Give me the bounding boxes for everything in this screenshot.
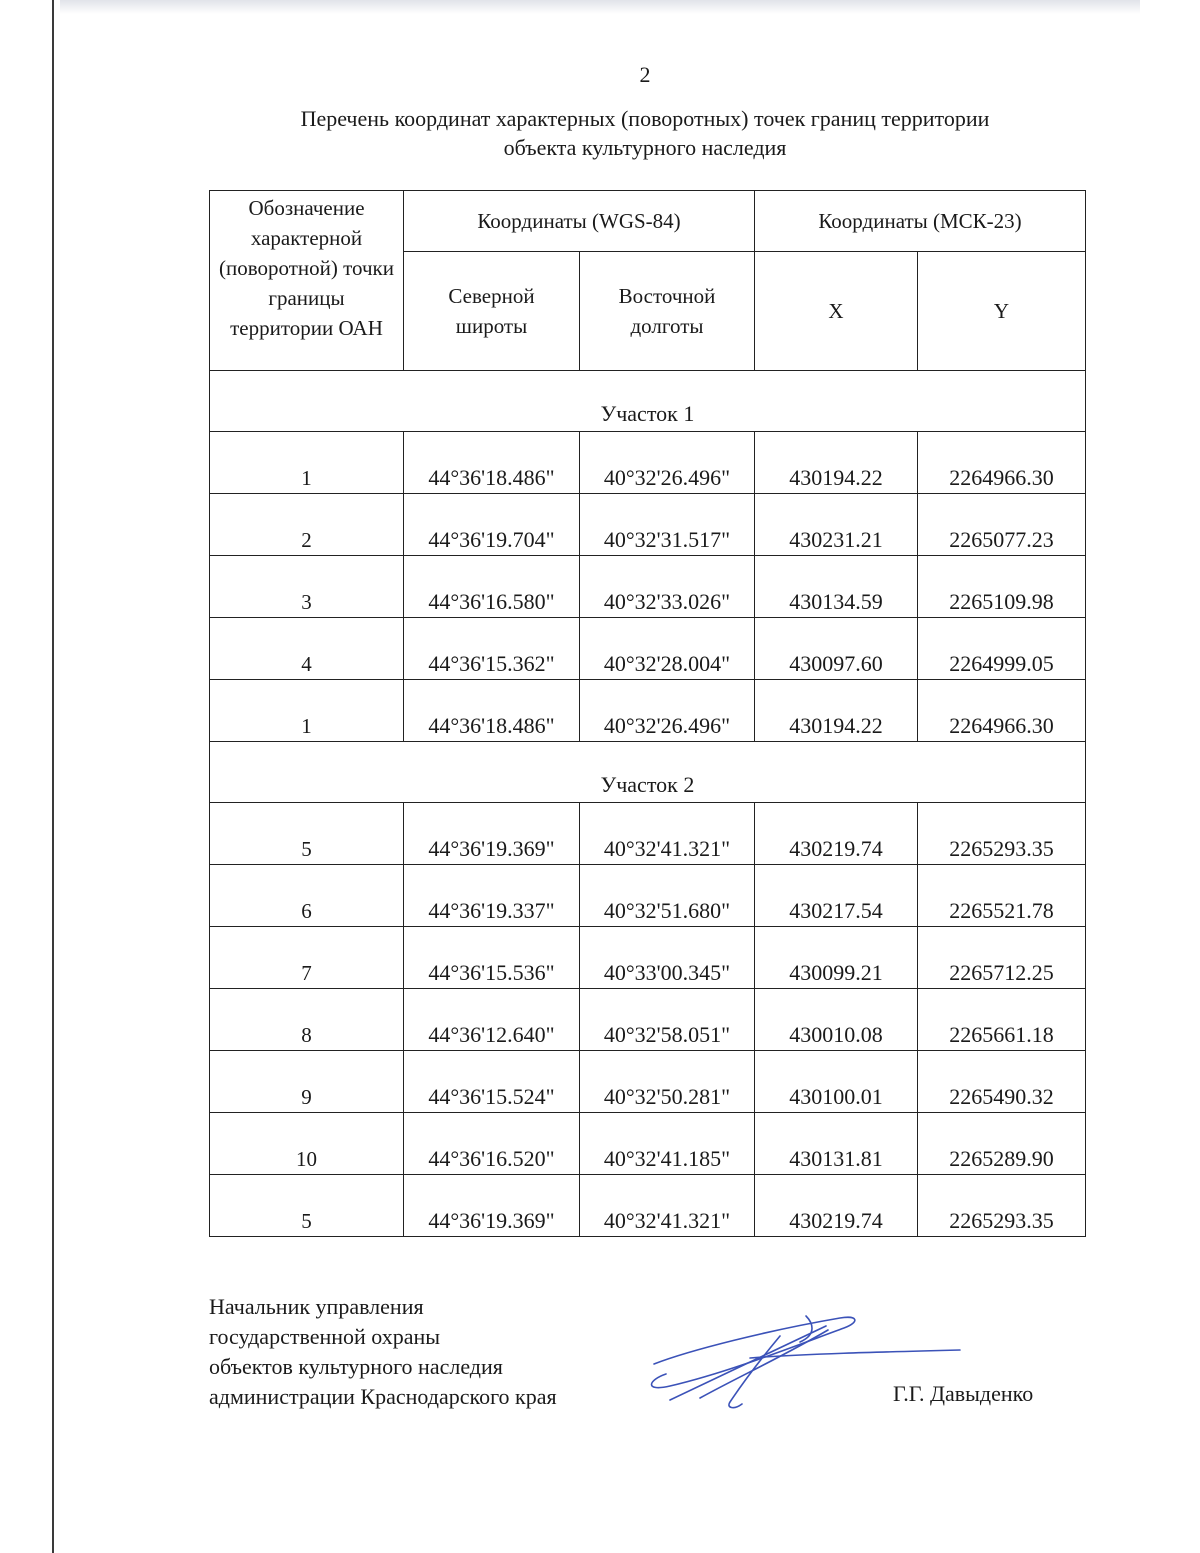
cell-east-longitude: 40°32'26.496" [580,432,755,494]
cell-y: 2265109.98 [918,556,1086,618]
cell-y: 2265521.78 [918,865,1086,927]
scan-left-edge [52,0,54,1553]
table-row [210,989,1086,1051]
table-row [210,556,1086,618]
coordinates-table [209,190,1086,1237]
cell-point-number: 1 [210,680,404,742]
cell-east-longitude: 40°32'28.004" [580,618,755,680]
cell-point-number: 5 [210,803,404,865]
signatory-position-line: администрации Краснодарского края [209,1384,557,1409]
cell-y: 2265289.90 [918,1113,1086,1175]
table-row [210,680,1086,742]
cell-x: 430194.22 [755,432,918,494]
cell-x: 430194.22 [755,680,918,742]
cell-y: 2264999.05 [918,618,1086,680]
cell-x: 430131.81 [755,1113,918,1175]
cell-east-longitude: 40°32'26.496" [580,680,755,742]
cell-point-number: 4 [210,618,404,680]
cell-point-number: 2 [210,494,404,556]
cell-east-longitude: 40°32'41.321" [580,803,755,865]
cell-point-number: 3 [210,556,404,618]
cell-x: 430219.74 [755,803,918,865]
section-row [210,371,1086,432]
cell-east-longitude: 40°32'33.026" [580,556,755,618]
signatory-position-line: государственной охраны [209,1324,441,1349]
document-title [200,104,1090,162]
cell-y: 2265293.35 [918,803,1086,865]
cell-y: 2264966.30 [918,680,1086,742]
cell-point-number: 8 [210,989,404,1051]
table-row [210,1175,1086,1237]
cell-y: 2265661.18 [918,989,1086,1051]
cell-east-longitude: 40°32'51.680" [580,865,755,927]
cell-x: 430097.60 [755,618,918,680]
table-row [210,432,1086,494]
cell-y: 2265077.23 [918,494,1086,556]
cell-east-longitude: 40°32'41.321" [580,1175,755,1237]
cell-north-latitude: 44°36'15.362" [404,618,580,680]
table-row [210,494,1086,556]
table-body [210,371,1086,1237]
cell-east-longitude: 40°32'50.281" [580,1051,755,1113]
cell-north-latitude: 44°36'19.704" [404,494,580,556]
cell-north-latitude: 44°36'16.580" [404,556,580,618]
header-y: Y [918,252,1086,371]
cell-point-number: 1 [210,432,404,494]
cell-north-latitude: 44°36'12.640" [404,989,580,1051]
header-point-designation: Обозначение характерной (поворотной) точки границы территории ОАН [210,191,404,371]
cell-north-latitude: 44°36'15.536" [404,927,580,989]
cell-north-latitude: 44°36'15.524" [404,1051,580,1113]
cell-x: 430231.21 [755,494,918,556]
cell-point-number: 6 [210,865,404,927]
signatory-name: Г.Г. Давыденко [893,1381,1034,1406]
document-title-line-1: Перечень координат характерных (поворотных) точек границ территории [300,106,990,131]
section-title: Участок 2 [210,742,1086,803]
cell-x: 430134.59 [755,556,918,618]
table-row [210,1113,1086,1175]
cell-east-longitude: 40°32'31.517" [580,494,755,556]
cell-north-latitude: 44°36'18.486" [404,432,580,494]
section-title: Участок 1 [210,371,1086,432]
page-number: 2 [639,62,651,87]
signatory-position-line: объектов культурного наследия [209,1354,503,1379]
signatory-position-line: Начальник управления [209,1294,424,1319]
cell-north-latitude: 44°36'19.369" [404,803,580,865]
cell-point-number: 5 [210,1175,404,1237]
document-title-line-2: объекта культурного наследия [503,135,787,160]
header-wgs84: Координаты (WGS-84) [404,191,755,252]
header-north-latitude: Северной широты [404,252,580,371]
cell-y: 2265293.35 [918,1175,1086,1237]
cell-x: 430100.01 [755,1051,918,1113]
cell-north-latitude: 44°36'19.337" [404,865,580,927]
table-row [210,865,1086,927]
cell-north-latitude: 44°36'18.486" [404,680,580,742]
header-msk23: Координаты (МСК-23) [755,191,1086,252]
cell-point-number: 7 [210,927,404,989]
section-row [210,742,1086,803]
header-east-longitude: Восточной долготы [580,252,755,371]
scan-top-bleed [60,0,1140,14]
table-row [210,1051,1086,1113]
cell-point-number: 10 [210,1113,404,1175]
cell-north-latitude: 44°36'16.520" [404,1113,580,1175]
cell-north-latitude: 44°36'19.369" [404,1175,580,1237]
cell-east-longitude: 40°32'58.051" [580,989,755,1051]
table-row [210,927,1086,989]
cell-point-number: 9 [210,1051,404,1113]
header-x: X [755,252,918,371]
cell-y: 2265490.32 [918,1051,1086,1113]
cell-y: 2265712.25 [918,927,1086,989]
cell-east-longitude: 40°33'00.345" [580,927,755,989]
signatory-position [209,1292,557,1412]
cell-y: 2264966.30 [918,432,1086,494]
cell-x: 430099.21 [755,927,918,989]
cell-east-longitude: 40°32'41.185" [580,1113,755,1175]
cell-x: 430010.08 [755,989,918,1051]
table-row [210,803,1086,865]
cell-x: 430217.54 [755,865,918,927]
cell-x: 430219.74 [755,1175,918,1237]
table-row [210,618,1086,680]
